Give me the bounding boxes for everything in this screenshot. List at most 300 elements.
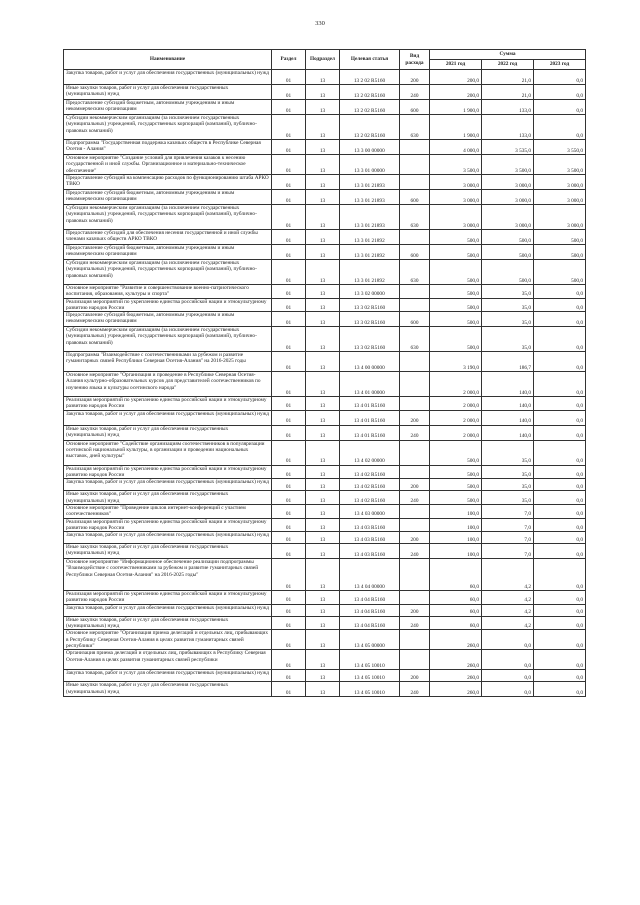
table-row	[64, 465, 586, 479]
cell-target: 13 4 03 R5160	[340, 544, 400, 559]
cell-section: 01	[272, 285, 306, 299]
cell-2021: 260,0	[430, 650, 482, 670]
header-2021: 2021 год	[430, 60, 482, 70]
cell-2023: 0,0	[534, 425, 586, 440]
cell-2023: 0,0	[534, 504, 586, 518]
cell-2022: 4,2	[482, 604, 534, 616]
cell-subsection: 13	[306, 205, 340, 230]
cell-subsection: 13	[306, 372, 340, 397]
cell-expense-type: 630	[400, 115, 430, 140]
cell-2022: 7,0	[482, 532, 534, 544]
cell-2022: 0,0	[482, 650, 534, 670]
cell-expense-type: 240	[400, 682, 430, 697]
cell-2021: 500,0	[430, 465, 482, 479]
cell-subsection: 13	[306, 682, 340, 697]
cell-2023: 0,0	[534, 465, 586, 479]
cell-subsection: 13	[306, 479, 340, 491]
cell-2022: 140,0	[482, 410, 534, 425]
cell-target: 13 3 00 00000	[340, 140, 400, 155]
cell-subsection: 13	[306, 410, 340, 425]
cell-name: Предоставление субсидий бюджетным, автономным учреждениям и иным некоммерческим организациям	[64, 190, 272, 205]
cell-2021: 3 500,0	[430, 155, 482, 175]
cell-2022: 35,0	[482, 440, 534, 465]
cell-subsection: 13	[306, 604, 340, 616]
cell-subsection: 13	[306, 491, 340, 505]
cell-expense-type	[400, 155, 430, 175]
cell-target: 13 2 02 R5160	[340, 70, 400, 85]
cell-name: Закупка товаров, работ и услуг для обеспечения государственных (муниципальных) нужд	[64, 479, 272, 491]
cell-section: 01	[272, 372, 306, 397]
cell-section: 01	[272, 616, 306, 630]
cell-2021: 500,0	[430, 245, 482, 260]
cell-2023: 0,0	[534, 518, 586, 532]
cell-2021: 200,0	[430, 85, 482, 100]
cell-expense-type: 240	[400, 544, 430, 559]
cell-2023: 0,0	[534, 440, 586, 465]
cell-name: Основное мероприятие "Содействие организациям соотечественников в популяризации осетинской национальной культуры, в организации и проведении национальных выставок, дней культуры"	[64, 440, 272, 465]
cell-expense-type	[400, 285, 430, 299]
cell-2021: 4 000,0	[430, 140, 482, 155]
cell-expense-type	[400, 175, 430, 190]
cell-subsection: 13	[306, 285, 340, 299]
cell-2022: 140,0	[482, 397, 534, 411]
cell-2022: 133,0	[482, 100, 534, 115]
cell-target: 13 4 04 00000	[340, 559, 400, 591]
cell-2021: 100,0	[430, 532, 482, 544]
header-name: Наименование	[64, 50, 272, 70]
cell-2022: 140,0	[482, 372, 534, 397]
cell-subsection: 13	[306, 115, 340, 140]
cell-target: 13 3 01 21893	[340, 205, 400, 230]
cell-name: Закупка товаров, работ и услуг для обеспечения государственных (муниципальных) нужд	[64, 670, 272, 682]
cell-subsection: 13	[306, 155, 340, 175]
cell-expense-type: 200	[400, 479, 430, 491]
cell-2023: 0,0	[534, 397, 586, 411]
cell-name: Иные закупки товаров, работ и услуг для обеспечения государственных (муниципальных) нужд	[64, 491, 272, 505]
cell-section: 01	[272, 70, 306, 85]
cell-section: 01	[272, 397, 306, 411]
cell-subsection: 13	[306, 591, 340, 605]
cell-2022: 3 000,0	[482, 205, 534, 230]
cell-name: Закупка товаров, работ и услуг для обеспечения государственных (муниципальных) нужд	[64, 604, 272, 616]
cell-subsection: 13	[306, 670, 340, 682]
cell-target: 13 3 02 R5160	[340, 327, 400, 352]
cell-expense-type: 630	[400, 260, 430, 285]
cell-2022: 7,0	[482, 518, 534, 532]
cell-2021: 500,0	[430, 479, 482, 491]
table-row	[64, 175, 586, 190]
cell-target: 13 3 01 21892	[340, 230, 400, 245]
cell-subsection: 13	[306, 518, 340, 532]
cell-name: Иные закупки товаров, работ и услуг для обеспечения государственных (муниципальных) нужд	[64, 616, 272, 630]
table-row	[64, 532, 586, 544]
cell-2022: 3 535,0	[482, 140, 534, 155]
cell-expense-type: 240	[400, 616, 430, 630]
cell-subsection: 13	[306, 650, 340, 670]
cell-expense-type: 600	[400, 245, 430, 260]
cell-subsection: 13	[306, 260, 340, 285]
cell-expense-type	[400, 140, 430, 155]
table-row	[64, 397, 586, 411]
cell-target: 13 2 02 R5160	[340, 100, 400, 115]
cell-2022: 0,0	[482, 682, 534, 697]
cell-section: 01	[272, 245, 306, 260]
table-row	[64, 504, 586, 518]
cell-expense-type	[400, 630, 430, 650]
cell-2022: 500,0	[482, 260, 534, 285]
cell-section: 01	[272, 100, 306, 115]
cell-section: 01	[272, 85, 306, 100]
cell-target: 13 4 01 R5160	[340, 397, 400, 411]
cell-name: Закупка товаров, работ и услуг для обеспечения государственных (муниципальных) нужд	[64, 532, 272, 544]
cell-target: 13 4 00 00000	[340, 352, 400, 372]
cell-target: 13 3 01 21893	[340, 175, 400, 190]
cell-expense-type	[400, 559, 430, 591]
cell-section: 01	[272, 190, 306, 205]
table-row	[64, 616, 586, 630]
cell-2023: 0,0	[534, 604, 586, 616]
cell-name: Основное мероприятие "Организация приема делегаций и отдельных лиц, прибывающих в Республику Северная Осетия-Алания в целях развития гуманитарных связей республики"	[64, 630, 272, 650]
cell-target: 13 4 02 R5160	[340, 491, 400, 505]
cell-subsection: 13	[306, 352, 340, 372]
cell-section: 01	[272, 140, 306, 155]
cell-subsection: 13	[306, 465, 340, 479]
cell-name: Предоставление субсидий на компенсацию расходов по функционированию штаба АРКО ТВКО	[64, 175, 272, 190]
cell-name: Иные закупки товаров, работ и услуг для обеспечения государственных (муниципальных) нужд	[64, 544, 272, 559]
cell-expense-type: 630	[400, 327, 430, 352]
cell-name: Основное мероприятие "Создание условий для привлечения казаков к несению государственной и иной службы. Организационное и материально-техническое обеспечение"	[64, 155, 272, 175]
table-row	[64, 100, 586, 115]
cell-expense-type: 600	[400, 100, 430, 115]
cell-name: Реализация мероприятий по укреплению единства российской нации и этнокультурному развитию народов России	[64, 591, 272, 605]
cell-2022: 35,0	[482, 285, 534, 299]
table-row	[64, 285, 586, 299]
cell-2023: 0,0	[534, 682, 586, 697]
cell-subsection: 13	[306, 440, 340, 465]
cell-2022: 35,0	[482, 327, 534, 352]
cell-2021: 1 900,0	[430, 100, 482, 115]
header-section: Раздел	[272, 50, 306, 70]
cell-2021: 500,0	[430, 260, 482, 285]
cell-expense-type: 630	[400, 205, 430, 230]
cell-section: 01	[272, 670, 306, 682]
cell-subsection: 13	[306, 190, 340, 205]
cell-subsection: 13	[306, 312, 340, 327]
cell-expense-type: 200	[400, 70, 430, 85]
cell-2021: 3 190,0	[430, 352, 482, 372]
table-row	[64, 518, 586, 532]
cell-target: 13 3 01 21892	[340, 245, 400, 260]
cell-section: 01	[272, 327, 306, 352]
table-row	[64, 425, 586, 440]
cell-section: 01	[272, 440, 306, 465]
cell-expense-type: 200	[400, 670, 430, 682]
cell-target: 13 4 03 R5160	[340, 532, 400, 544]
cell-2021: 2 000,0	[430, 372, 482, 397]
cell-target: 13 4 04 R5160	[340, 591, 400, 605]
cell-name: Подпрограмма "Взаимодействие с соотечественниками за рубежом и развитие гуманитарных связей Республики Северная Осетия-Алания" на 2016-2025 годы	[64, 352, 272, 372]
cell-target: 13 4 01 00000	[340, 372, 400, 397]
cell-name: Организация приема делегаций и отдельных лиц, прибывающих в Республику Северная Осетия-Алания в целях развития гуманитарных связей республики	[64, 650, 272, 670]
table-row	[64, 298, 586, 312]
cell-2023: 0,0	[534, 100, 586, 115]
cell-section: 01	[272, 155, 306, 175]
cell-2022: 4,2	[482, 559, 534, 591]
cell-2021: 100,0	[430, 544, 482, 559]
cell-2023: 3 000,0	[534, 205, 586, 230]
cell-2023: 0,0	[534, 479, 586, 491]
cell-2021: 100,0	[430, 504, 482, 518]
cell-name: Предоставление субсидий бюджетным, автономным учреждениям и иным некоммерческим организациям	[64, 245, 272, 260]
cell-subsection: 13	[306, 630, 340, 650]
table-row	[64, 591, 586, 605]
cell-2023: 3 000,0	[534, 175, 586, 190]
cell-2022: 133,0	[482, 115, 534, 140]
cell-section: 01	[272, 518, 306, 532]
cell-2021: 60,0	[430, 559, 482, 591]
table-row	[64, 544, 586, 559]
cell-expense-type	[400, 298, 430, 312]
cell-section: 01	[272, 410, 306, 425]
cell-name: Подпрограмма "Государственная поддержка казачьих обществ в Республике Северная Осетия - Алания"	[64, 140, 272, 155]
cell-target: 13 4 05 00000	[340, 630, 400, 650]
cell-2022: 500,0	[482, 230, 534, 245]
cell-target: 13 4 05 10010	[340, 682, 400, 697]
cell-section: 01	[272, 491, 306, 505]
cell-target: 13 4 01 R5160	[340, 410, 400, 425]
cell-2023: 0,0	[534, 544, 586, 559]
cell-target: 13 4 05 10010	[340, 670, 400, 682]
cell-2021: 500,0	[430, 285, 482, 299]
cell-2023: 3 550,0	[534, 140, 586, 155]
cell-target: 13 4 02 R5160	[340, 479, 400, 491]
cell-2023: 0,0	[534, 650, 586, 670]
cell-expense-type	[400, 372, 430, 397]
cell-section: 01	[272, 205, 306, 230]
cell-expense-type	[400, 518, 430, 532]
cell-target: 13 4 04 R5160	[340, 616, 400, 630]
cell-2023: 0,0	[534, 532, 586, 544]
cell-target: 13 3 02 00000	[340, 285, 400, 299]
cell-name: Основное мероприятие "Информационное обеспечение реализации подпрограммы "Взаимодействие с соотечественниками за рубежом и развитие гуманитарных связей Республики Северная Осетия-Алания" на 2016-2025 годы"	[64, 559, 272, 591]
cell-name: Субсидии некоммерческим организациям (за исключением государственных (муниципальных) учреждений, государственных корпораций (компаний), публично-правовых компаний)	[64, 205, 272, 230]
cell-2021: 2 000,0	[430, 425, 482, 440]
cell-name: Реализация мероприятий по укреплению единства российской нации и этнокультурному развитию народов России	[64, 518, 272, 532]
cell-expense-type: 200	[400, 604, 430, 616]
cell-subsection: 13	[306, 230, 340, 245]
cell-expense-type	[400, 440, 430, 465]
cell-2022: 0,0	[482, 630, 534, 650]
cell-name: Предоставление субсидий для обеспечения несения государственной и иной службы членами казачьих обществ АРКО ТВКО	[64, 230, 272, 245]
cell-2023: 0,0	[534, 327, 586, 352]
cell-expense-type: 200	[400, 532, 430, 544]
cell-expense-type	[400, 650, 430, 670]
cell-2021: 500,0	[430, 440, 482, 465]
cell-target: 13 3 01 00000	[340, 155, 400, 175]
cell-2023: 3 000,0	[534, 190, 586, 205]
table-row	[64, 245, 586, 260]
cell-section: 01	[272, 312, 306, 327]
header-expense-type: Вид расхода	[400, 50, 430, 70]
cell-2021: 3 000,0	[430, 190, 482, 205]
cell-2023: 500,0	[534, 230, 586, 245]
table-row	[64, 85, 586, 100]
cell-name: Иные закупки товаров, работ и услуг для обеспечения государственных (муниципальных) нужд	[64, 682, 272, 697]
cell-2021: 500,0	[430, 230, 482, 245]
cell-expense-type: 200	[400, 410, 430, 425]
cell-section: 01	[272, 559, 306, 591]
cell-2023: 0,0	[534, 410, 586, 425]
cell-2022: 186,7	[482, 352, 534, 372]
cell-2023: 0,0	[534, 591, 586, 605]
cell-2021: 1 900,0	[430, 115, 482, 140]
cell-expense-type	[400, 591, 430, 605]
cell-name: Реализация мероприятий по укреплению единства российской нации и этнокультурному развитию народов России	[64, 465, 272, 479]
cell-name: Предоставление субсидий бюджетным, автономным учреждениям и иным некоммерческим организациям	[64, 312, 272, 327]
cell-subsection: 13	[306, 140, 340, 155]
cell-2021: 60,0	[430, 616, 482, 630]
cell-2021: 500,0	[430, 312, 482, 327]
cell-name: Основное мероприятие "Развитие и совершенствование военно-патриотического воспитания, образования, культуры и спорта"	[64, 285, 272, 299]
cell-2021: 500,0	[430, 327, 482, 352]
table-row	[64, 440, 586, 465]
cell-2023: 0,0	[534, 352, 586, 372]
cell-2022: 7,0	[482, 544, 534, 559]
cell-2023: 0,0	[534, 630, 586, 650]
cell-section: 01	[272, 682, 306, 697]
cell-2021: 200,0	[430, 70, 482, 85]
cell-expense-type	[400, 352, 430, 372]
cell-section: 01	[272, 175, 306, 190]
table-row	[64, 205, 586, 230]
cell-2023: 0,0	[534, 670, 586, 682]
cell-name: Предоставление субсидий бюджетным, автономным учреждениям и иным некоммерческим организациям	[64, 100, 272, 115]
cell-2023: 0,0	[534, 285, 586, 299]
cell-2022: 35,0	[482, 491, 534, 505]
cell-2022: 35,0	[482, 465, 534, 479]
cell-2021: 500,0	[430, 491, 482, 505]
cell-subsection: 13	[306, 175, 340, 190]
cell-name: Закупка товаров, работ и услуг для обеспечения государственных (муниципальных) нужд	[64, 410, 272, 425]
cell-2023: 0,0	[534, 559, 586, 591]
cell-target: 13 4 01 R5160	[340, 425, 400, 440]
table-row	[64, 372, 586, 397]
cell-name: Субсидии некоммерческим организациям (за исключением государственных (муниципальных) учреждений, государственных корпораций (компаний), публично-правовых компаний)	[64, 260, 272, 285]
cell-2022: 35,0	[482, 312, 534, 327]
cell-expense-type: 240	[400, 85, 430, 100]
cell-2023: 0,0	[534, 372, 586, 397]
cell-2021: 260,0	[430, 682, 482, 697]
cell-2023: 0,0	[534, 70, 586, 85]
cell-expense-type: 600	[400, 190, 430, 205]
cell-subsection: 13	[306, 616, 340, 630]
header-target: Целевая статья	[340, 50, 400, 70]
cell-name: Основное мероприятие "Организация и проведение в Республике Северная Осетия-Алания культурно-образовательных курсов для представителей соотечественников по изучению языка и культуры осетинского народа"	[64, 372, 272, 397]
cell-section: 01	[272, 591, 306, 605]
cell-expense-type: 240	[400, 425, 430, 440]
cell-subsection: 13	[306, 298, 340, 312]
cell-2022: 140,0	[482, 425, 534, 440]
table-row	[64, 670, 586, 682]
cell-target: 13 3 02 R5160	[340, 312, 400, 327]
budget-table	[63, 49, 586, 697]
cell-2022: 4,2	[482, 591, 534, 605]
table-row	[64, 327, 586, 352]
cell-target: 13 4 04 R5160	[340, 604, 400, 616]
header-sum: Сумма	[430, 50, 586, 60]
table-row	[64, 155, 586, 175]
cell-expense-type	[400, 504, 430, 518]
cell-2023: 0,0	[534, 85, 586, 100]
cell-subsection: 13	[306, 85, 340, 100]
header-2023: 2023 год	[534, 60, 586, 70]
cell-2023: 0,0	[534, 491, 586, 505]
cell-expense-type	[400, 465, 430, 479]
table-row	[64, 70, 586, 85]
cell-2021: 260,0	[430, 630, 482, 650]
cell-2023: 500,0	[534, 260, 586, 285]
cell-2022: 500,0	[482, 245, 534, 260]
table-row	[64, 190, 586, 205]
cell-section: 01	[272, 650, 306, 670]
page-number: 330	[315, 20, 325, 27]
cell-2022: 4,2	[482, 616, 534, 630]
cell-2022: 7,0	[482, 504, 534, 518]
cell-target: 13 4 05 10010	[340, 650, 400, 670]
cell-subsection: 13	[306, 532, 340, 544]
table-body	[64, 70, 586, 697]
cell-2023: 0,0	[534, 616, 586, 630]
cell-2023: 0,0	[534, 312, 586, 327]
cell-name: Закупка товаров, работ и услуг для обеспечения государственных (муниципальных) нужд	[64, 70, 272, 85]
cell-expense-type: 600	[400, 312, 430, 327]
cell-2022: 3 000,0	[482, 175, 534, 190]
cell-target: 13 4 03 R5160	[340, 518, 400, 532]
cell-2021: 100,0	[430, 518, 482, 532]
table-row	[64, 559, 586, 591]
cell-section: 01	[272, 630, 306, 650]
cell-name: Реализация мероприятий по укреплению единства российской нации и этнокультурному развитию народов России	[64, 298, 272, 312]
cell-2022: 35,0	[482, 479, 534, 491]
table-row	[64, 650, 586, 670]
cell-2021: 500,0	[430, 298, 482, 312]
cell-target: 13 2 02 R5160	[340, 85, 400, 100]
cell-expense-type: 240	[400, 491, 430, 505]
cell-expense-type	[400, 230, 430, 245]
cell-2022: 35,0	[482, 298, 534, 312]
table-row	[64, 260, 586, 285]
table-row	[64, 604, 586, 616]
cell-2022: 21,0	[482, 85, 534, 100]
cell-target: 13 2 02 R5160	[340, 115, 400, 140]
cell-2021: 60,0	[430, 591, 482, 605]
cell-subsection: 13	[306, 100, 340, 115]
cell-2022: 21,0	[482, 70, 534, 85]
cell-section: 01	[272, 298, 306, 312]
table-row	[64, 410, 586, 425]
cell-2021: 3 000,0	[430, 205, 482, 230]
table-row	[64, 115, 586, 140]
cell-subsection: 13	[306, 70, 340, 85]
cell-target: 13 4 03 00000	[340, 504, 400, 518]
cell-2023: 0,0	[534, 298, 586, 312]
cell-subsection: 13	[306, 397, 340, 411]
cell-name: Реализация мероприятий по укреплению единства российской нации и этнокультурному развитию народов России	[64, 397, 272, 411]
cell-2023: 3 500,0	[534, 155, 586, 175]
cell-2022: 3 500,0	[482, 155, 534, 175]
cell-name: Основное мероприятие "Проведение циклов интернет-конференций с участием соотечественников"	[64, 504, 272, 518]
header-2022: 2022 год	[482, 60, 534, 70]
